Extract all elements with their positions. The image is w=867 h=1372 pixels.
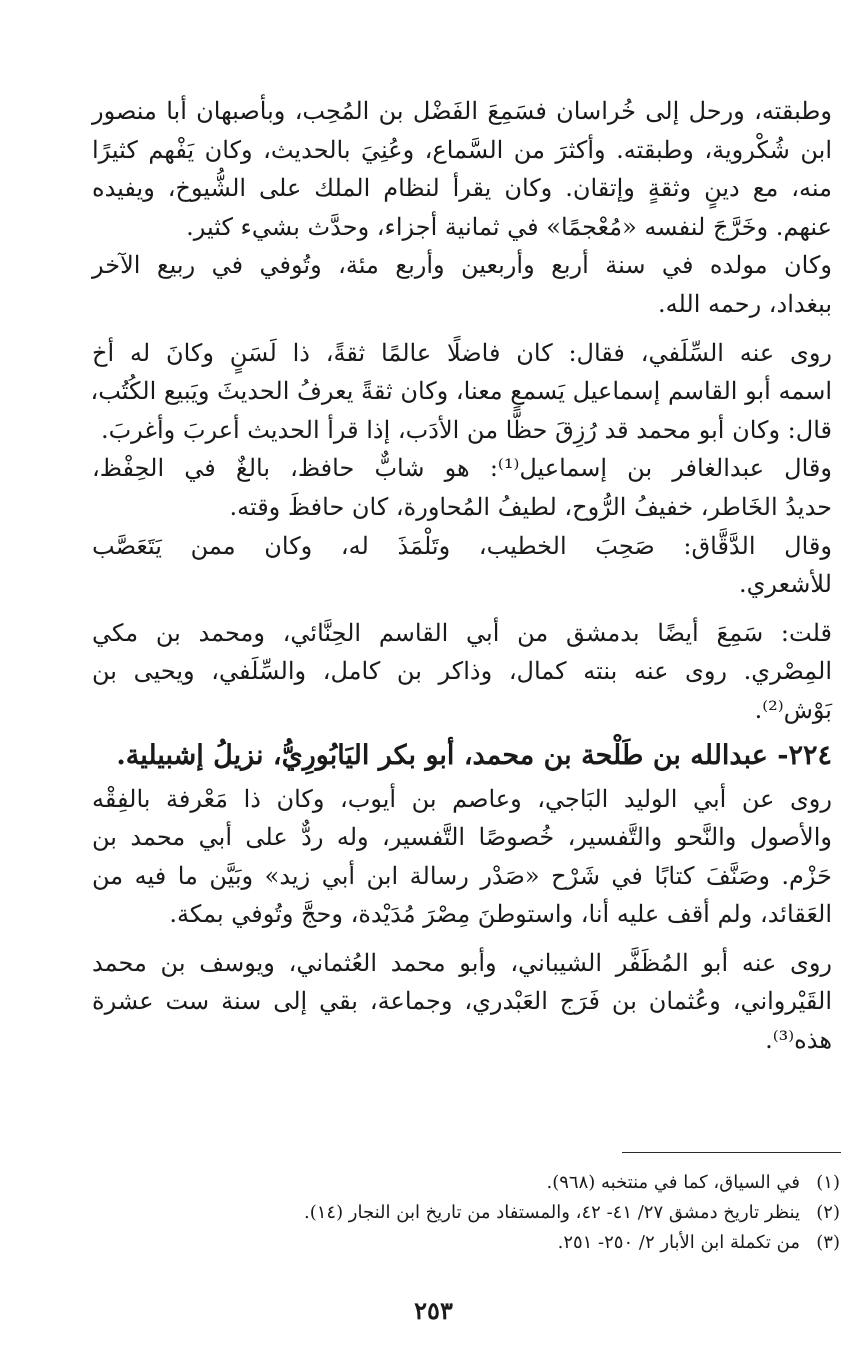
footnote-number: (٢) xyxy=(816,1202,840,1223)
text-line: بَوْش⁽²⁾. xyxy=(754,695,832,724)
text-line: حَزْم. وصَنَّفَ كتابًا في شَرْح «صَدْر رسالة ابن أبي زيد» وبَيَّن ما فيه من xyxy=(92,861,832,890)
footnote-number: (٣) xyxy=(816,1232,840,1253)
paragraph-gap xyxy=(92,934,832,944)
footnote-text: ينظر تاريخ دمشق ٢٧/ ٤١- ٤٢، والمستفاد من تاريخ ابن النجار (١٤). xyxy=(303,1202,800,1223)
text-line: وكان مولده في سنة أربع وأربعين وأربع مئة، وتُوفي في ربيع الآخر xyxy=(92,251,832,280)
text-line: قال: وكان أبو محمد قد رُزِقَ حظًّا من الأدَب، إذا قرأ الحديث أعربَ وأغربَ. xyxy=(100,415,832,444)
text-line: المِصْري. روى عنه بنته كمال، وذاكر بن كامل، والسِّلَفي، ويحيى بن xyxy=(92,657,832,686)
text-line: وطبقته، ورحل إلى خُراسان فسَمِعَ الفَضْل بن المُحِب، وبأصبهان أبا منصور xyxy=(92,97,832,125)
text-line: للأشعري. xyxy=(739,570,832,599)
footnote-text: من تكملة ابن الأبار ٢/ ٢٥٠- ٢٥١. xyxy=(557,1232,800,1253)
paragraph-gap xyxy=(92,324,832,334)
entry-heading: ٢٢٤- عبدالله بن طَلْحة بن محمد، أبو بكر اليَابُورِيُّ، نزيلُ إشبيلية. xyxy=(116,739,832,771)
text-line: وقال عبدالغافر بن إسماعيل⁽¹⁾: هو شابٌّ حافظ، بالغٌ في الحِفْظ، xyxy=(92,454,832,483)
text-line: ابن شُكْروية، وطبقته. وأكثرَ من السَّماع، وعُنِيَ بالحديث، وكان يَفْهم كثيرًا xyxy=(92,135,832,164)
text-line: وقال الدَّقَّاق: صَحِبَ الخطيب، وتَلْمَذَ له، وكان ممن يَتَعَصَّب xyxy=(92,531,832,560)
text-line: القَيْرواني، وعُثمان بن فَرَج العَبْدري، وجماعة، بقي إلى سنة ست عشرة xyxy=(92,987,832,1016)
footnote-text: في السياق، كما في منتخبه (٩٦٨). xyxy=(546,1172,800,1193)
footnote xyxy=(92,1228,840,1258)
page-number: ٢٥٣ xyxy=(414,1296,453,1325)
text-line: روى عنه السِّلَفي، فقال: كان فاضلًا عالمًا ثقةً، ذا لَسَنٍ وكانَ له أخ xyxy=(92,338,832,367)
text-line: هذه⁽³⁾. xyxy=(765,1026,832,1055)
footnotes xyxy=(92,1168,840,1258)
text-line: والأصول والنَّحو والتَّفسير، خُصوصًا التَّفسير، وله ردٌّ على أبي محمد بن xyxy=(92,823,832,852)
text-line: منه، مع دينٍ وثقةٍ وإتقان. وكان يقرأ لنظام الملك على الشُّيوخ، ويفيده xyxy=(92,174,832,203)
text-line: روى عنه أبو المُظَفَّر الشيباني، وأبو محمد العُثماني، ويوسف بن محمد xyxy=(92,948,833,977)
footnote-number: (١) xyxy=(816,1172,840,1193)
text-line: اسمه أبو القاسم إسماعيل يَسمع معنا، وكان ثقةً يعرفُ الحديثَ ويَبيع الكُتُب، xyxy=(90,377,832,406)
footnote xyxy=(92,1198,840,1228)
footnote xyxy=(92,1168,840,1198)
text-line: روى عن أبي الوليد البَاجي، وعاصم بن أيوب، وكان ذا مَعْرفة بالفِقْه xyxy=(92,784,832,813)
text-line: حديدُ الخَاطر، خفيفُ الرُّوح، لطيفُ المُحاورة، كان حافظَ وقته. xyxy=(229,492,832,521)
text-line: ببغداد، رحمه الله. xyxy=(657,289,832,318)
footnote-divider xyxy=(622,1152,841,1153)
text-line: العَقائد، ولم أقف عليه أنا، واستوطنَ مِصْرَ مُدَيْدة، وحجَّ وتُوفي بمكة. xyxy=(169,900,832,929)
text-line: عنهم. وخَرَّجَ لنفسه «مُعْجمًا» في ثمانية أجزاء، وحدَّث بشيء كثير. xyxy=(186,212,832,241)
text-line: قلت: سَمِعَ أيضًا بدمشق من أبي القاسم الحِنَّائي، ومحمد بن مكي xyxy=(92,618,832,647)
paragraph-gap xyxy=(92,604,832,614)
page-body xyxy=(92,92,832,1060)
